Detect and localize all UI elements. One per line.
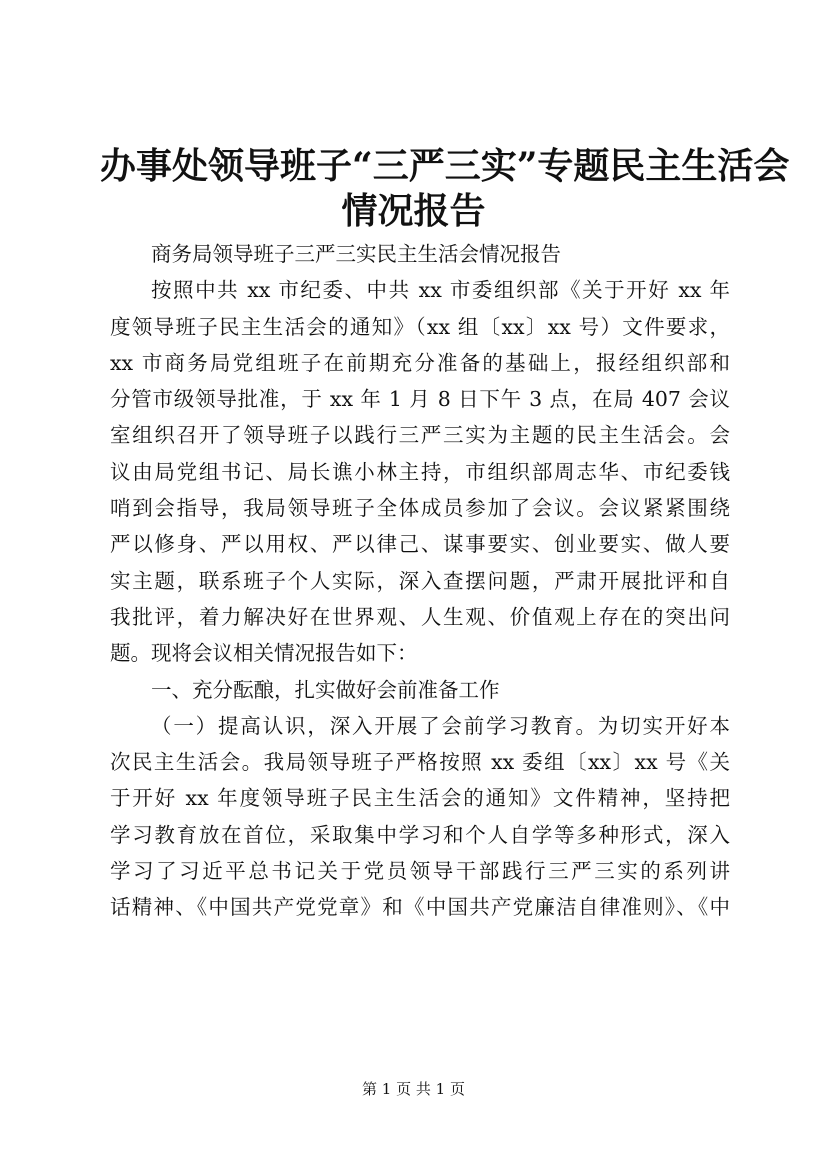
paragraph-line: 话精神、《中国共产党党章》和《中国共产党廉洁自律准则》、《中 [110, 895, 730, 920]
paragraph-line: xx 市商务局党组班子在前期充分准备的基础上，报经组织部和 [110, 350, 730, 375]
paragraph-line: 分管市级领导批准，于 xx 年 1 月 8 日下午 3 点，在局 407 会议 [110, 387, 730, 412]
paragraph-subtitle: 商务局领导班子三严三实民主生活会情况报告 [151, 242, 561, 266]
paragraph-line: 哨到会指导，我局领导班子全体成员参加了会议。会议紧紧围绕 [110, 496, 730, 521]
document-title-line-1: 办事处领导班子“三严三实”专题民主生活会 [100, 145, 790, 187]
paragraph-line: 学习教育放在首位，采取集中学习和个人自学等多种形式，深入 [110, 822, 730, 847]
paragraph-line: （一）提高认识，深入开展了会前学习教育。为切实开好本 [151, 713, 730, 738]
paragraph-line: 议由局党组书记、局长谯小林主持，市组织部周志华、市纪委钱 [110, 459, 730, 484]
paragraph-line: 学习了习近平总书记关于党员领导干部践行三严三实的系列讲 [110, 859, 730, 884]
document-title-line-2: 情况报告 [341, 190, 486, 232]
section-heading: 一、充分酝酿，扎实做好会前准备工作 [151, 677, 500, 702]
paragraph-line: 实主题，联系班子个人实际，深入查摆问题，严肃开展批评和自 [110, 568, 730, 593]
paragraph-line: 题。现将会议相关情况报告如下： [110, 641, 418, 666]
document-body [110, 236, 730, 926]
paragraph-line: 室组织召开了领导班子以践行三严三实为主题的民主生活会。会 [110, 423, 730, 448]
paragraph-line: 我批评，着力解决好在世界观、人生观、价值观上存在的突出问 [110, 604, 730, 629]
paragraph-line: 度领导班子民主生活会的通知》（xx 组〔xx〕xx 号）文件要求， [110, 314, 730, 339]
paragraph-line: 次民主生活会。我局领导班子严格按照 xx 委组〔xx〕xx 号《关 [110, 750, 730, 775]
page-footer: 第 1 页 共 1 页 [362, 1080, 465, 1098]
paragraph-line: 于开好 xx 年度领导班子民主生活会的通知》文件精神，坚持把 [110, 786, 730, 811]
paragraph-line: 严以修身、严以用权、严以律己、谋事要实、创业要实、做人要 [110, 532, 730, 557]
paragraph-line: 按照中共 xx 市纪委、中共 xx 市委组织部《关于开好 xx 年 [151, 278, 730, 303]
